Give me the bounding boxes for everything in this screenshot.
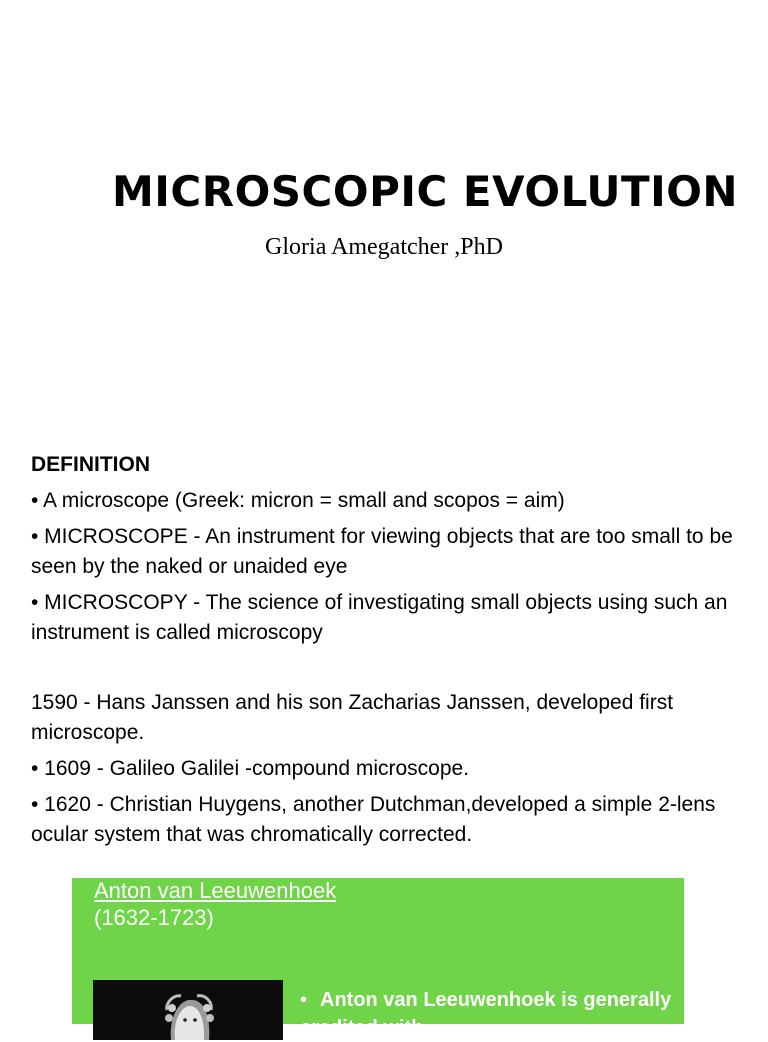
slide-bullet-item: [300, 986, 680, 1042]
slide-bullet-marker: •: [300, 989, 308, 1011]
history-item-1590: 1590 - Hans Janssen and his son Zacharias Janssen, developed first microscope.: [31, 691, 674, 744]
document-body: [31, 450, 746, 856]
definition-item-microscopy: • MICROSCOPY - The science of investigating small objects using such an instrument is called microscopy: [31, 591, 728, 644]
portrait-illustration-icon: [93, 980, 283, 1040]
section-spacer: [31, 654, 746, 688]
definition-heading: DEFINITION: [31, 453, 150, 476]
slide-years: (1632-1723): [94, 905, 214, 930]
history-item-1620: • 1620 - Christian Huygens, another Dutchman,developed a simple 2-lens ocular system that was chromatically corrected.: [31, 793, 716, 846]
portrait-image: [93, 980, 283, 1040]
embedded-slide: [72, 878, 684, 1039]
slide-link-leeuwenhoek[interactable]: Anton van Leeuwenhoek: [94, 878, 337, 903]
definition-item-microscope: • MICROSCOPE - An instrument for viewing objects that are too small to be seen by the naked or unaided eye: [31, 525, 733, 578]
author-name: Gloria Amegatcher ,PhD: [265, 234, 503, 260]
page-title: MICROSCOPIC EVOLUTION: [112, 167, 739, 216]
history-item-1609: • 1609 - Galileo Galilei -compound microscope.: [31, 757, 470, 780]
definition-item-greek: • A microscope (Greek: micron = small and scopos = aim): [31, 489, 565, 512]
slide-bullet-text: Anton van Leeuwenhoek is generally credited with: [300, 989, 672, 1039]
